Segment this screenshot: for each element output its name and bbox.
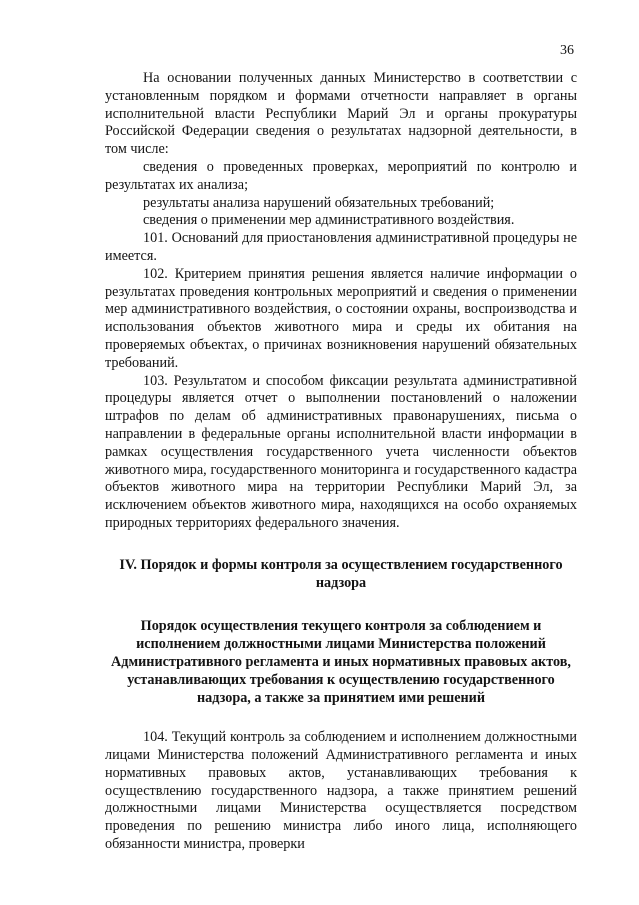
paragraph-103: 103. Результатом и способом фиксации результата административной процедуры является отчет о выполнении постановлений о наложении штрафов по делам об административных правонарушениях, письма о направлении в федеральные органы исполнительной власти информации в рамках осуществления государственного учета численности объектов животного мира, государственного мониторинга и государственного кадастра объектов животного мира на территории Республики Марий Эл, за исключением объектов животного мира, находящихся на особо охраняемых природных территориях федерального значения. xyxy=(105,372,577,531)
paragraph-101: 101. Оснований для приостановления административной процедуры не имеется. xyxy=(105,230,577,264)
paragraph-102: 102. Критерием принятия решения является наличие информации о результатах проведения контрольных мероприятий и сведения о применении мер административного воздействия, о состоянии охраны, воспроизводства и использования объектов животного мира и среды их обитания на проверяемых объектах, о причинах возникновения нарушений обязательных требований. xyxy=(105,265,577,371)
paragraph-intro: На основании полученных данных Министерство в соответствии с установленным порядком и формами отчетности направляет в органы исполнительной власти Республики Марий Эл и органы прокуратуры Российской Федерации сведения о результатах надзорной деятельности, в том числе: xyxy=(105,70,577,158)
paragraph-list-item: сведения о проведенных проверках, мероприятий по контролю и результатах их анализа; xyxy=(105,158,577,193)
section-heading: IV. Порядок и формы контроля за осуществлением государственного надзора xyxy=(119,556,563,591)
paragraph-104: 104. Текущий контроль за соблюдением и исполнением должностными лицами Министерства положений Административного регламента и иных нормативных правовых актов, устанавливающих требования к осуществлению государственного надзора, а также принятием решений должностными лицами Министерства осуществляется посредством проведения по решению министра либо иного лица, исполняющего обязанности министра, проверки xyxy=(105,729,577,853)
paragraph-list-item: результаты анализа нарушений обязательных требований; xyxy=(143,194,495,211)
sub-heading: Порядок осуществления текущего контроля за соблюдением и исполнением должностными лицами Министерства положений Административного регламента и иных нормативных правовых актов, устанавливающих требования к осуществлению государственного надзора, а также за принятием ими решений xyxy=(111,618,571,706)
page-number: 36 xyxy=(560,43,574,58)
paragraph-list-item: сведения о применении мер административного воздействия. xyxy=(143,212,515,229)
document-body xyxy=(105,70,577,854)
